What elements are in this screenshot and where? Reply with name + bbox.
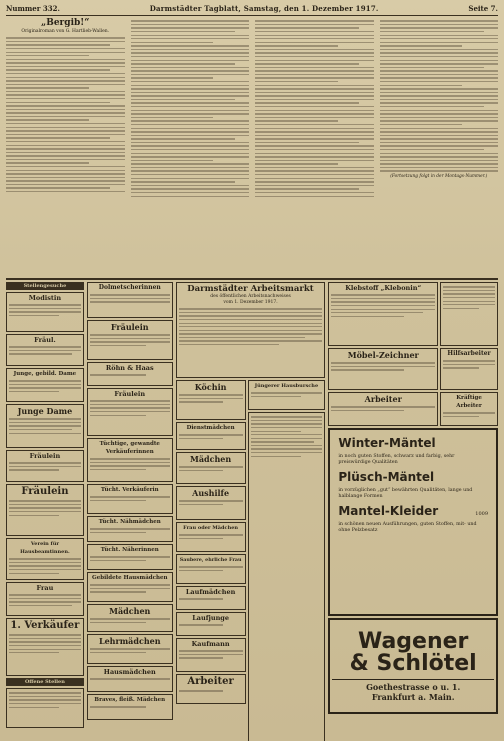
ad-frau-oder-maedchen: Frau oder Mädchen	[176, 522, 246, 552]
plush-coats-desc: in vorzüglichen „gut“ bewährten Qualitäten, lange und halblange Formen	[338, 488, 473, 499]
story-title: „Bergib!“	[41, 18, 90, 28]
masthead-date: Darmstädter Tagblatt, Samstag, den 1. Dezember 1917.	[149, 4, 379, 13]
ad-verkaeuferin-2: Tücht. Verkäuferin	[87, 484, 173, 514]
ads-column-c	[176, 282, 326, 741]
story-text-2	[131, 20, 250, 197]
ad-laufjunge: Laufjunge	[176, 612, 246, 636]
winter-coats-desc: in noch guten Stoffen, schwarz und farbig, sehr preiswürdige Qualitäten	[338, 454, 455, 465]
ad-side-small	[440, 282, 498, 346]
ad-aushilfe: Aushilfe	[176, 486, 246, 520]
story-column-4	[380, 18, 499, 276]
ad-verein: Verein für Hausbeamtinnen.	[6, 538, 84, 580]
wagener-name-2: & Schlötel	[349, 650, 477, 676]
labor-market-subtitle: des öffentlichen Arbeitsnachweises	[210, 294, 291, 299]
ads-column-b	[87, 282, 173, 741]
ad-offene-stellen	[6, 688, 84, 728]
ads-column-a	[6, 282, 84, 741]
ad-roehn-haas: Röhn & Haas	[87, 362, 173, 386]
ad-modistin: Modistin	[6, 292, 84, 332]
page-number: Seite 7.	[468, 4, 498, 13]
ad-kraeftige-arbeiter: Kräftige Arbeiter	[440, 392, 498, 426]
ad-naeherinnen: Tücht. Näherinnen	[87, 544, 173, 570]
ad-junge-dame: Junge, gebild. Dame	[6, 368, 84, 402]
ad-verkaeuferinnen: Tüchtige, gewandte Verkäuferinnen	[87, 438, 173, 482]
story-column-2	[131, 18, 250, 276]
wagener-city: Frankfurt a. Main.	[371, 691, 455, 702]
ad-hausbursche: Jüngerer Hausbursche	[248, 380, 326, 410]
ad-kleidung	[248, 412, 326, 741]
story-text-3	[255, 20, 374, 197]
issue-number: Nummer 332.	[6, 4, 60, 13]
labor-market-title: Darmstädter Arbeitsmarkt	[187, 284, 314, 294]
labor-market-box	[176, 282, 326, 378]
coat-dresses-desc: in schönen neuen Ausführungen, guten Stoffen, mit- und ohne Pelzbesatz	[338, 522, 477, 533]
ad-fraeulein-5: Fräulein	[87, 388, 173, 436]
feuilleton-section	[6, 18, 498, 276]
labor-subcol-left	[176, 380, 246, 741]
ads-column-d	[328, 282, 498, 741]
story-column-1	[6, 18, 125, 276]
ad-frau: Frau	[6, 582, 84, 616]
mid2-right-ads	[328, 392, 498, 426]
top-right-ads	[328, 282, 498, 346]
ad-dienstmaedchen: Dienstmädchen	[176, 422, 246, 450]
classified-section	[6, 282, 498, 741]
ad-lehrmaedchen: Lehrmädchen	[87, 634, 173, 664]
ad-winter-coats	[328, 428, 498, 616]
winter-coats-heading: Winter-Mäntel	[338, 436, 436, 450]
ad-verkaeufer: 1. Verkäufer	[6, 618, 84, 676]
ad-hilfsarbeiter: Hilfsarbeiter	[440, 348, 498, 390]
story-subtitle: Originalroman von G. Hartlieb-Wallen.	[21, 29, 110, 34]
mid-right-ads	[328, 348, 498, 390]
ad-fraeulein-4: Fräulein	[87, 320, 173, 360]
ad-junge-dame-2: Junge Dame	[6, 404, 84, 448]
labor-market-date: vom 1. Dezember 1917.	[223, 300, 278, 305]
ad-hausmaedchen-2: Hausmädchen	[87, 666, 173, 692]
ad-dolmetscherinnen: Dolmetscherinnen	[87, 282, 173, 318]
ad-naehmaedchen: Tücht. Nähmädchen	[87, 516, 173, 542]
ad-maedchen: Mädchen	[87, 604, 173, 632]
page-header	[6, 4, 498, 16]
section-divider	[6, 278, 498, 280]
coat-dresses-heading: Mantel-Kleider	[338, 504, 439, 518]
ad-number: 1009	[475, 511, 489, 517]
ad-koechin: Köchin	[176, 380, 246, 420]
labor-subcolumns	[176, 380, 326, 741]
offene-stellen-heading: Offene Stellen	[6, 678, 84, 686]
labor-subcol-right	[248, 380, 326, 741]
ad-klebonin: Klebstoff „Klebonin“	[328, 282, 438, 346]
ad-fraeulein-1: Fräul.	[6, 334, 84, 366]
story-text-1	[6, 37, 125, 192]
ad-saubere-frau: Saubere, ehrliche Frau	[176, 554, 246, 584]
ad-laufmaedchen: Laufmädchen	[176, 586, 246, 610]
wagener-name-1: Wagener	[357, 628, 469, 654]
ad-kaufmann: Kaufmann	[176, 638, 246, 672]
ad-arbeiter: Arbeiter	[176, 674, 246, 704]
wagener-street: Goethestrasse o u. 1.	[332, 679, 494, 692]
stellengesuche-heading: Stellengesuche	[6, 282, 84, 290]
ad-maedchen-2: Mädchen	[176, 452, 246, 484]
story-column-3	[255, 18, 374, 276]
plush-coats-heading: Plüsch-Mäntel	[338, 470, 435, 484]
ad-wagener-schloetel	[328, 618, 498, 714]
story-continued-note: (Fortsetzung folgt in der Montags-Nummer.)	[390, 174, 488, 180]
ad-hausmaedchen: Gebildete Hausmädchen	[87, 572, 173, 602]
ad-moebel-zeichner: Möbel-Zeichner	[328, 348, 438, 390]
ad-fraeulein-3: Fräulein	[6, 484, 84, 536]
ad-arbeiter-2: Arbeiter	[328, 392, 438, 426]
ad-fraeulein-2: Fräulein	[6, 450, 84, 482]
story-text-4	[380, 20, 499, 172]
ad-braves-maedchen: Braves, fleiß. Mädchen	[87, 694, 173, 720]
